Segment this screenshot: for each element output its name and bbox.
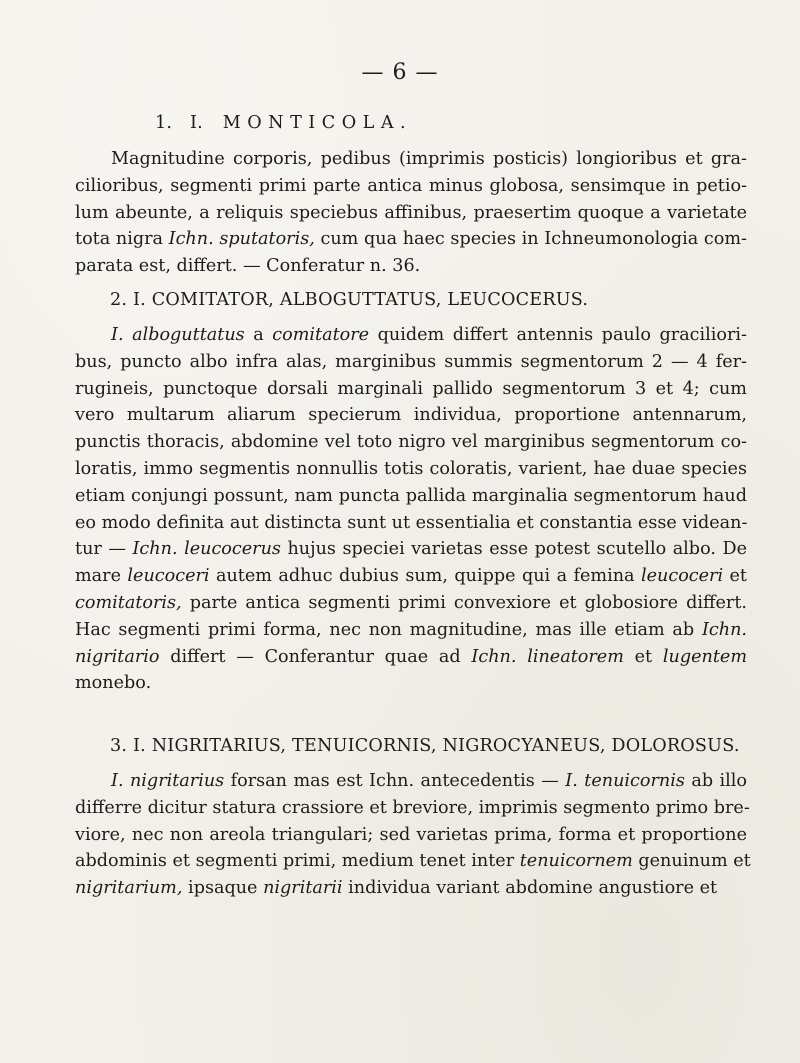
text-line: parata est, differt. — Conferatur n. 36. <box>75 256 421 277</box>
italic-term: lugentem <box>662 646 748 667</box>
text-line: mare leucoceri autem adhuc dubius sum, quippe qui a femina leucoceri et <box>75 566 747 587</box>
section-2-heading: 2. I. COMITATOR, ALBOGUTTATUS, LEUCOCERUS. <box>110 290 589 310</box>
italic-term: Ichn. lineatorem <box>471 646 624 667</box>
text-line: tota nigra Ichn. sputatoris, cum qua haec species in Ichneumonologia com- <box>75 229 747 250</box>
text-line: loratis, immo segmentis nonnullis totis coloratis, varient, hae duae species <box>75 458 747 479</box>
italic-term: nigritarii <box>263 878 343 899</box>
italic-term: I. tenuicornis <box>565 771 685 791</box>
text-line: nigritarium, ipsaque nigritarii individua variant abdomine angustiore et <box>75 878 718 899</box>
section-3-heading: 3. I. NIGRITARIUS, TENUICORNIS, NIGROCYANEUS, DOLOROSUS. <box>110 736 740 756</box>
text-line: viore, nec non areola triangulari; sed varietas prima, forma et proportione <box>75 824 747 845</box>
section-1-title: MONTICOLA. <box>222 113 413 133</box>
section-2-paragraph <box>75 322 747 697</box>
italic-term: Ichn. <box>701 619 747 640</box>
section-1-prefix: I. <box>189 113 203 133</box>
text-line: eo modo definita aut distincta sunt ut essentialia et constantia esse videan- <box>75 512 748 533</box>
text-line: abdominis et segmenti primi, medium tenet inter tenuicornem genuinum et <box>75 851 751 872</box>
text-line: nigritario differt — Conferantur quae ad Ichn. lineatorem et lugentem <box>75 646 748 667</box>
italic-term: Ichn. sputatoris, <box>168 229 315 250</box>
italic-term: comitatore <box>272 325 370 345</box>
italic-term: I. alboguttatus <box>111 325 245 345</box>
section-2-body <box>75 322 747 697</box>
italic-term: comitatoris, <box>75 592 182 613</box>
text-line: I. nigritarius forsan mas est Ichn. antecedentis — I. tenuicornis ab illo <box>111 771 747 791</box>
italic-term: nigritarium, <box>75 878 183 899</box>
section-3-paragraph <box>75 768 751 902</box>
text-line: bus, puncto albo infra alas, marginibus summis segmentorum 2 — 4 fer- <box>75 351 747 372</box>
italic-term: leucoceri <box>127 566 210 587</box>
section-1-paragraph <box>75 146 747 280</box>
text-line: etiam conjungi possunt, nam puncta pallida marginalia segmentorum haud <box>75 485 747 506</box>
italic-term: tenuicornem <box>519 851 633 872</box>
italic-term: I. nigritarius <box>111 771 225 791</box>
section-1-heading <box>155 110 675 136</box>
text-line: differre dicitur statura crassiore et breviore, imprimis segmento primo bre- <box>75 797 750 818</box>
section-3-body <box>75 768 751 902</box>
page-number: — 6 — <box>361 60 439 85</box>
text-line: I. alboguttatus a comitatore quidem differt antennis paulo graciliori- <box>111 325 747 345</box>
text-line: monebo. <box>75 673 152 694</box>
text-line: vero multarum aliarum specierum individua, proportione antennarum, <box>75 405 747 426</box>
text-line: cilioribus, segmenti primi parte antica minus globosa, sensimque in petio- <box>75 175 747 196</box>
italic-term: nigritario <box>75 646 160 667</box>
text-line: Magnitudine corporis, pedibus (imprimis posticis) longioribus et gra- <box>111 149 747 169</box>
section-1-body <box>75 146 747 280</box>
section-1-number: 1. <box>155 113 173 133</box>
text-line: punctis thoracis, abdomine vel toto nigro vel marginibus segmentorum co- <box>75 432 747 453</box>
text-line: Hac segmenti primi forma, nec non magnitudine, mas ille etiam ab Ichn. <box>75 619 747 640</box>
text-line: rugineis, punctoque dorsali marginali pallido segmentorum 3 et 4; cum <box>75 378 747 399</box>
text-line: comitatoris, parte antica segmenti primi convexiore et globosiore differt. <box>75 592 747 613</box>
text-line: tur — Ichn. leucocerus hujus speciei varietas esse potest scutello albo. De <box>75 539 747 560</box>
text-line: lum abeunte, a reliquis speciebus affinibus, praesertim quoque a varietate <box>75 202 747 223</box>
italic-term: leucoceri <box>640 566 724 587</box>
italic-term: Ichn. leucocerus <box>132 539 281 560</box>
